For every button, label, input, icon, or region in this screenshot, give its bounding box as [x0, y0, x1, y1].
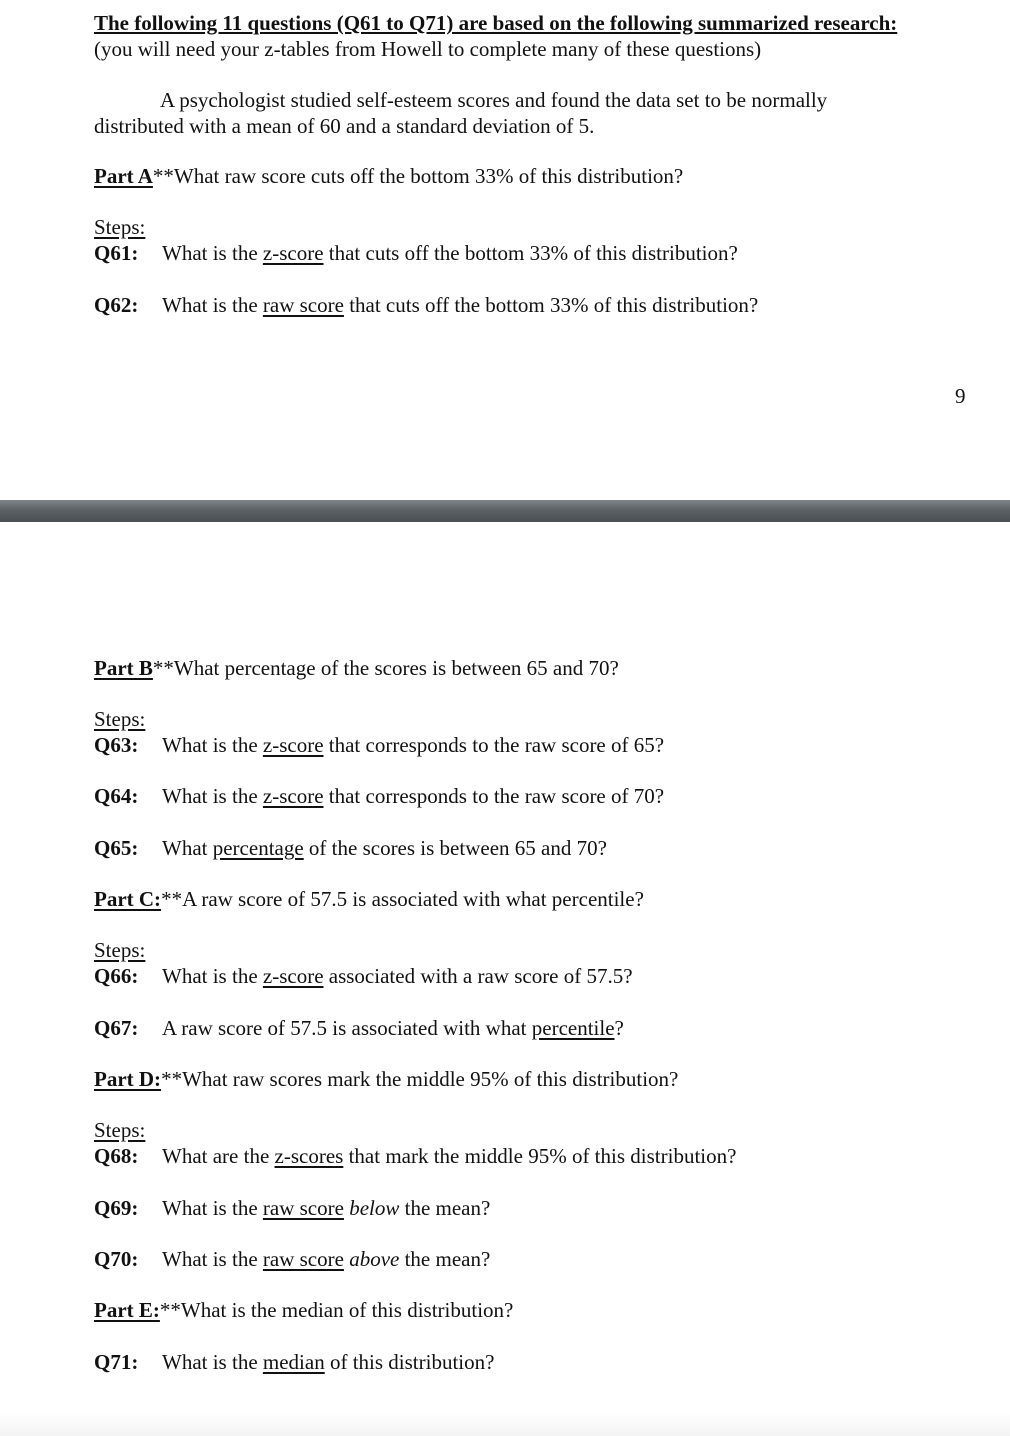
steps-label-c: Steps: — [94, 938, 146, 962]
scenario-text-line-2: distributed with a mean of 60 and a standard deviation of 5. — [94, 114, 595, 138]
q62-text-pre: What is the — [162, 293, 263, 317]
q66-text-post: associated with a raw score of 57.5? — [323, 964, 633, 988]
q67-text-pre: A raw score of 57.5 is associated with what — [162, 1016, 532, 1040]
steps-label-b: Steps: — [94, 707, 146, 731]
q64-text-post: that corresponds to the raw score of 70? — [323, 784, 665, 808]
q68-key-term: z-scores — [274, 1144, 344, 1168]
steps-label-d: Steps: — [94, 1118, 146, 1142]
question-q69 — [94, 1195, 490, 1221]
q61-text-post: that cuts off the bottom 33% of this distribution? — [323, 241, 738, 265]
part-e-label: Part E: — [94, 1298, 160, 1322]
document-page-2 — [0, 522, 1010, 1412]
research-subtitle: (you will need your z-tables from Howell to complete many of these questions) — [94, 37, 762, 61]
q63-text-pre: What is the — [162, 733, 263, 757]
steps-label-a: Steps: — [94, 215, 146, 239]
question-q64 — [94, 783, 664, 809]
q61-text-pre: What is the — [162, 241, 263, 265]
scenario-text-line-1: A psychologist studied self-esteem scores and found the data set to be normally — [160, 88, 828, 112]
part-c-text: **A raw score of 57.5 is associated with what percentile? — [161, 887, 644, 911]
q64-key-term: z-score — [262, 784, 324, 808]
part-d-text: **What raw scores mark the middle 95% of this distribution? — [161, 1067, 679, 1091]
q65-key-term: percentage — [212, 836, 304, 860]
question-q65 — [94, 835, 607, 861]
q71-text-pre: What is the — [162, 1350, 263, 1374]
q64-text-pre: What is the — [162, 784, 263, 808]
q69-emphasis: below — [349, 1196, 400, 1220]
part-a-prompt — [94, 163, 683, 189]
document-page-1 — [0, 0, 1010, 500]
q62-text-post: that cuts off the bottom 33% of this distribution? — [343, 293, 759, 317]
bottom-edge — [0, 1412, 1010, 1436]
part-e-text: **What is the median of this distribution? — [159, 1298, 514, 1322]
question-q62 — [94, 292, 758, 318]
q67-key-term: percentile — [531, 1016, 615, 1040]
part-e-prompt — [94, 1297, 513, 1323]
q70-text-post: the mean? — [399, 1247, 491, 1271]
q64-label: Q64: — [94, 784, 139, 808]
part-c-label: Part C: — [94, 887, 162, 911]
question-q61 — [94, 240, 738, 266]
q65-text-post: of the scores is between 65 and 70? — [303, 836, 607, 860]
page-number: 9 — [955, 384, 966, 408]
q67-label: Q67: — [94, 1016, 139, 1040]
research-title: The following 11 questions (Q61 to Q71) are based on the following summarized research: — [94, 11, 898, 35]
part-b-label: Part B — [94, 656, 153, 680]
question-q63 — [94, 732, 664, 758]
q71-key-term: median — [262, 1350, 325, 1374]
q69-text-pre: What is the — [162, 1196, 263, 1220]
q63-label: Q63: — [94, 733, 139, 757]
q69-text-post: the mean? — [399, 1196, 491, 1220]
q70-emphasis: above — [349, 1247, 400, 1271]
q63-key-term: z-score — [262, 733, 324, 757]
q61-key-term: z-score — [262, 241, 324, 265]
q67-text-post: ? — [614, 1016, 624, 1040]
q70-text-pre: What is the — [162, 1247, 263, 1271]
part-a-label: Part A — [94, 164, 153, 188]
q65-text-pre: What — [162, 836, 213, 860]
q66-text-pre: What is the — [162, 964, 263, 988]
question-q67 — [94, 1015, 624, 1041]
q69-key-term: raw score — [262, 1196, 344, 1220]
q65-label: Q65: — [94, 836, 139, 860]
part-a-text: **What raw score cuts off the bottom 33% of this distribution? — [152, 164, 684, 188]
q61-label: Q61: — [94, 241, 139, 265]
q71-label: Q71: — [94, 1350, 139, 1374]
q71-text-post: of this distribution? — [324, 1350, 495, 1374]
q68-text-pre: What are the — [162, 1144, 275, 1168]
q68-text-post: that mark the middle 95% of this distribution? — [343, 1144, 737, 1168]
q62-label: Q62: — [94, 293, 139, 317]
part-b-text: **What percentage of the scores is between 65 and 70? — [152, 656, 619, 680]
part-c-prompt — [94, 886, 644, 912]
part-d-prompt — [94, 1066, 678, 1092]
q69-label: Q69: — [94, 1196, 139, 1220]
q62-key-term: raw score — [262, 293, 344, 317]
part-b-prompt — [94, 655, 619, 681]
q63-text-post: that corresponds to the raw score of 65? — [323, 733, 665, 757]
question-q71 — [94, 1349, 494, 1375]
q70-label: Q70: — [94, 1247, 139, 1271]
question-q66 — [94, 963, 633, 989]
q70-key-term: raw score — [262, 1247, 344, 1271]
question-q68 — [94, 1143, 736, 1169]
part-d-label: Part D: — [94, 1067, 162, 1091]
question-q70 — [94, 1246, 490, 1272]
page-divider — [0, 500, 1010, 522]
q66-label: Q66: — [94, 964, 139, 988]
q66-key-term: z-score — [262, 964, 324, 988]
q68-label: Q68: — [94, 1144, 139, 1168]
